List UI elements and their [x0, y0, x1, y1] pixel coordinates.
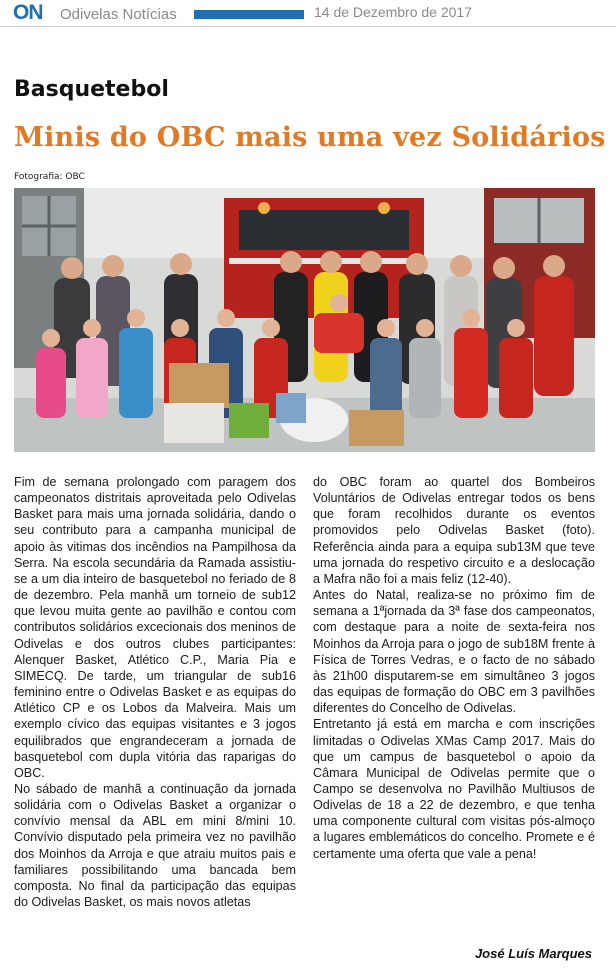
paragraph: Antes do Natal, realiza-se no próximo fim de semana a 1ªjornada da 3ª fase dos campeonatos, com destaque para a noite de sexta-feira nos Moinhos da Arroja para o jogo de sub18M frente à Física de Torres Vedras, e o facto de no sábado às 21h00 disputarem-se em simultâneo 3 jogos das equipas de formação do OBC em 3 pavilhões diferentes do Concelho de Odivelas.	[313, 588, 595, 716]
paragraph: Fim de semana prolongado com paragem dos campeonatos distritais aproveitada pelo Odivelas Basket para mais uma jornada solidária, dando o seu contributo para a campanha municipal de apoio às vitimas dos incêndios na Pampilhosa da Serra. Na escola secundária da Ramada assistiu-se a um dia inteiro de basquetebol no feriado de 8 de dezembro. Pela manhã um torneio de sub12 que levou muita gente ao pavilhão e contou com contributos solidários excecionais dos meninos de Odivelas e dos outros clubes participantes: Alenquer Basket, Atlético C.P., Maria Pia e SIMECQ. De tarde, um triangular de sub16 feminino entre o Odivelas Basket e as equipas do Atlético CP e os Lobos da Malveira. Mais um exemplo cívico das equipas visitantes e 3 jogos equilibrados que engrandeceram a jornada de basquetebol com dupla vitória das raparigas do OBC.	[14, 475, 296, 780]
page-header	[0, 0, 616, 30]
paragraph: Entretanto já está em marcha e com inscrições limitadas o Odivelas XMas Camp 2017. Mais do que um campus de basquetebol o apoio da Câmara Municipal de Odivelas permite que o Campo se desenvolva no Pavilhão Multiusos de Odivelas de 18 a 22 de dezembro, e que tenha uma componente cultural com visitas pós-almoço a lugares emblemáticos do concelho. Promete e é certamente uma oferta que vale a pena!	[313, 717, 595, 861]
publication-name: Odivelas Notícias	[60, 6, 177, 23]
photo-credit: Fotografia: OBC	[14, 172, 85, 182]
header-divider	[0, 26, 616, 27]
issue-date: 14 de Dezembro de 2017	[314, 4, 472, 20]
article-column-1	[14, 474, 296, 910]
author-signature: José Luís Marques	[474, 946, 592, 961]
article-photo	[14, 188, 595, 452]
header-accent-bar	[194, 10, 304, 19]
section-heading: Basquetebol	[14, 77, 169, 102]
article-column-2	[313, 474, 595, 862]
article-title: Minis do OBC mais uma vez Solidários	[14, 122, 606, 153]
group-photo-illustration	[14, 188, 595, 452]
publication-logo: ON	[13, 1, 43, 24]
paragraph: No sábado de manhã a continuação da jornada solidária com o Odivelas Basket a organizar o convívio mensal da ABL em mini 8/mini 10. Convívio disputado pela primeira vez no pavilhão dos Moinhos da Arroja e que atraiu muitos pais e familiares possibilitando uma bancada bem composta. No final da participação das equipas do Odivelas Basket, os mais novos atletas	[14, 781, 296, 910]
paragraph: do OBC foram ao quartel dos Bombeiros Voluntários de Odivelas entregar todos os bens que foram recolhidos durante os eventos promovidos pelo Odivelas Basket (foto). Referência ainda para a equipa sub13M que teve uma jornada do respetivo circuito e a deslocação a Mafra não foi a mais feliz (12-40).	[313, 475, 595, 586]
